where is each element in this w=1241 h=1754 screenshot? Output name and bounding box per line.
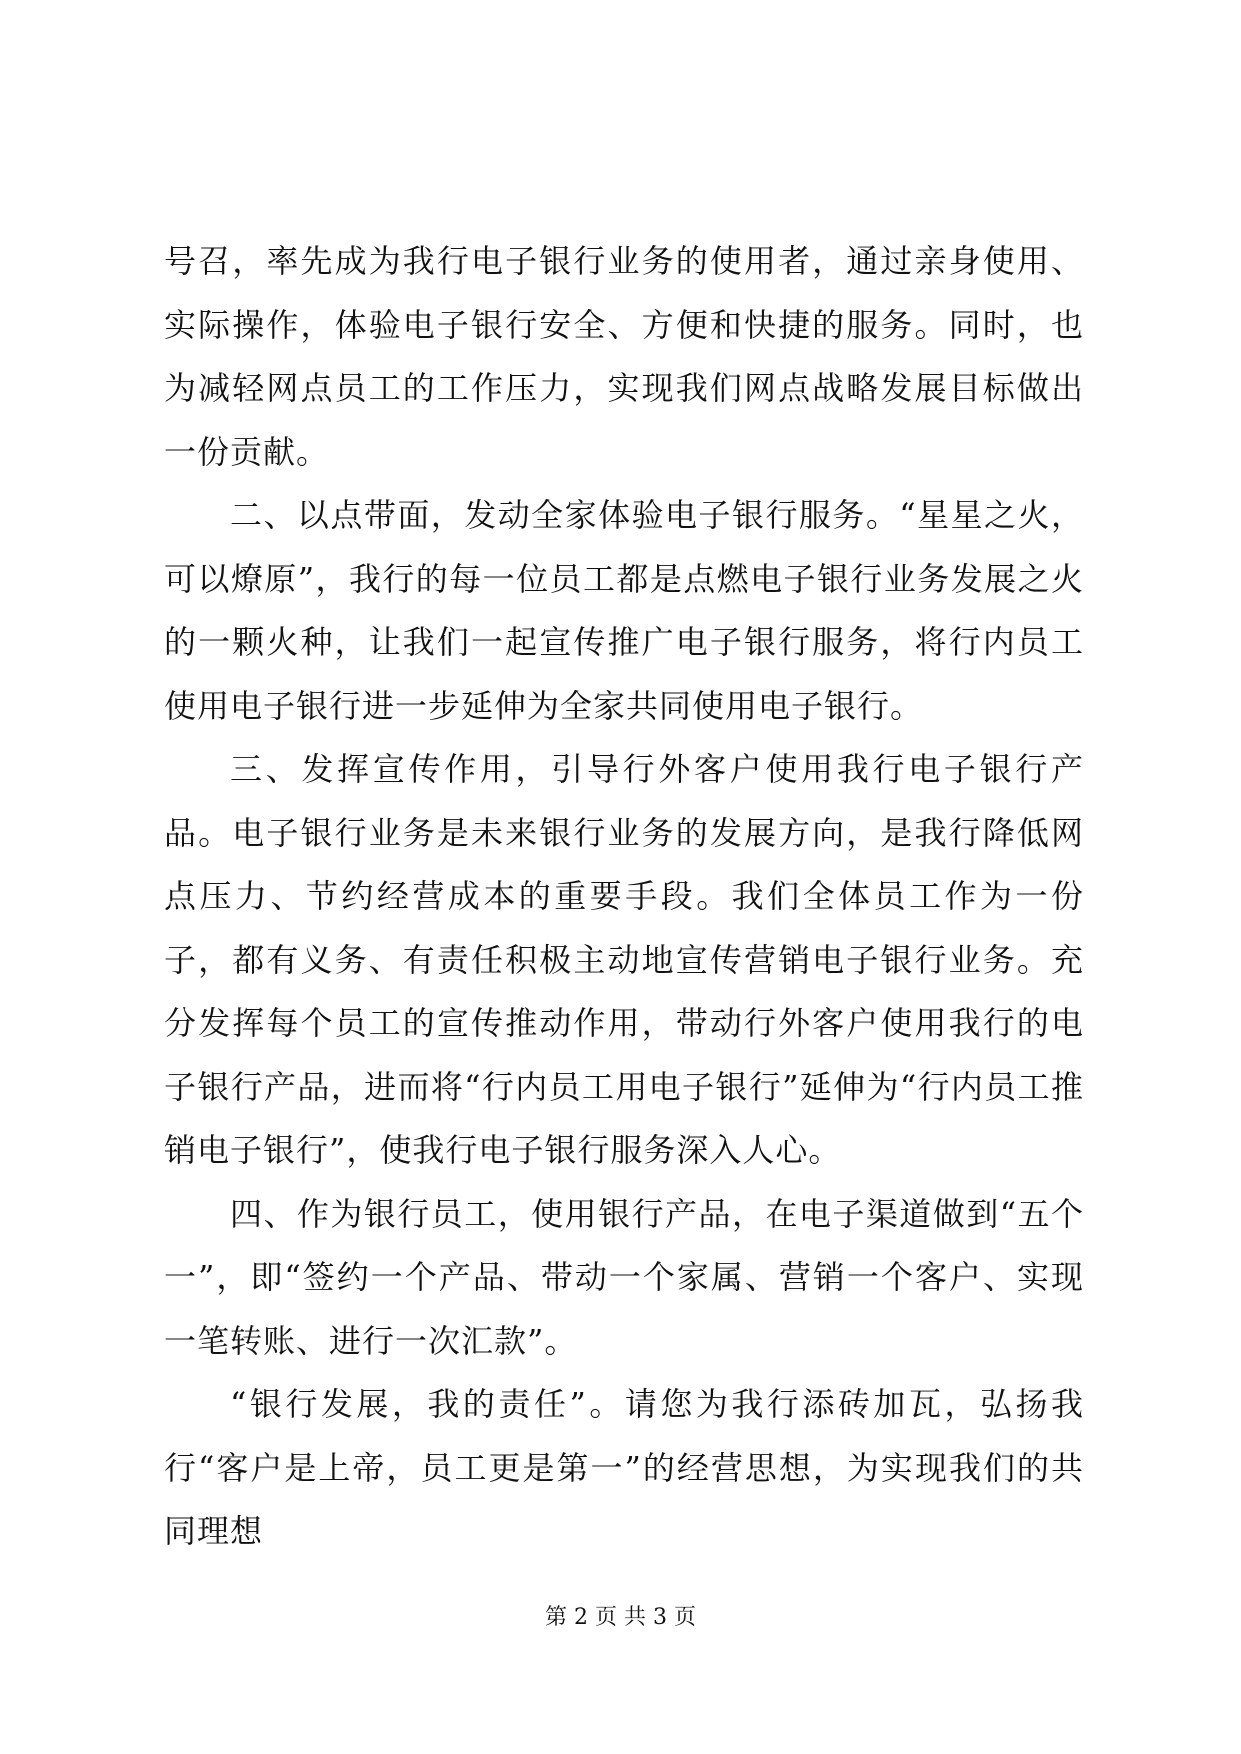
document-body (164, 230, 1084, 1564)
page-footer: 第 2 页 共 3 页 (545, 1605, 696, 1630)
paragraph-4: 四、作为银行员工，使用银行产品，在电子渠道做到“五个一”，即“签约一个产品、带动一个家属、营销一个客户、实现一笔转账、进行一次汇款”。 (164, 1194, 1084, 1360)
paragraph-2: 二、以点带面，发动全家体验电子银行服务。“星星之火，可以燎原”，我行的每一位员工都是点燃电子银行业务发展之火的一颗火种，让我们一起宣传推广电子银行服务，将行内员工使用电子银行进一步延伸为全家共同使用电子银行。 (164, 496, 1084, 725)
paragraph-3: 三、发挥宣传作用，引导行外客户使用我行电子银行产品。电子银行业务是未来银行业务的发展方向，是我行降低网点压力、节约经营成本的重要手段。我们全体员工作为一份子，都有义务、有责任积极主动地宣传营销电子银行业务。充分发挥每个员工的宣传推动作用，带动行外客户使用我行的电子银行产品，进而将“行内员工用电子银行”延伸为“行内员工推销电子银行”，使我行电子银行服务深入人心。 (164, 750, 1084, 1169)
paragraph-5: “银行发展，我的责任”。请您为我行添砖加瓦，弘扬我行“客户是上帝，员工更是第一”的经营思想，为实现我们的共同理想 (164, 1385, 1084, 1550)
paragraph-1: 号召，率先成为我行电子银行业务的使用者，通过亲身使用、实际操作，体验电子银行安全、方便和快捷的服务。同时，也为减轻网点员工的工作压力，实现我们网点战略发展目标做出一份贡献。 (164, 242, 1084, 471)
